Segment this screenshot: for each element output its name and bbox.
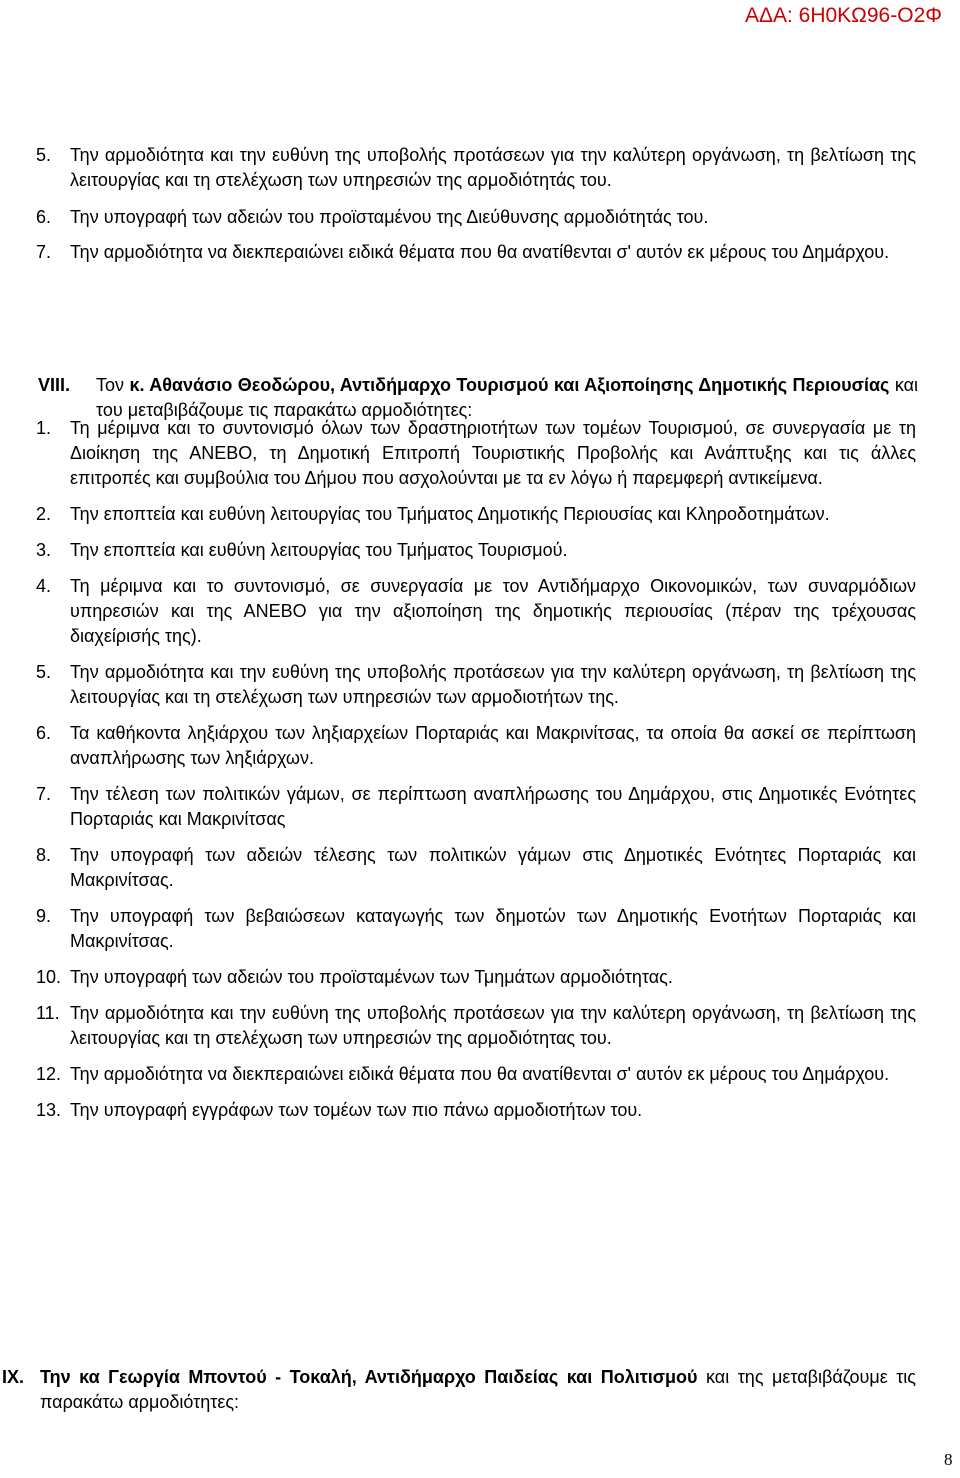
list-item (36, 574, 916, 649)
item-text: Τα καθήκοντα ληξιάρχου των ληξιαρχείων Πορταριάς και Μακρινίτσας, τα οποία θα ασκεί σε περίπτωση αναπλήρωσης των ληξιάρχων. (70, 723, 916, 768)
list-item (36, 1001, 916, 1051)
list-item (36, 205, 916, 230)
item-number: 6. (36, 723, 52, 743)
section-prefix: Τον (96, 375, 125, 395)
page-number: 8 (944, 1450, 953, 1469)
list-item (36, 143, 916, 193)
list-item (36, 721, 916, 771)
item-number: 4. (36, 576, 52, 596)
list-item (36, 1098, 916, 1123)
item-number: 7. (36, 242, 52, 262)
item-text: Την εποπτεία και ευθύνη λειτουργίας του Τμήματος Τουρισμού. (70, 540, 568, 560)
item-text: Την υπογραφή εγγράφων των τομέων των πιο πάνω αρμοδιοτήτων του. (70, 1100, 643, 1120)
ada-code: ΑΔΑ: 6Η0ΚΩ96-Ο2Φ (744, 4, 942, 27)
section-label: VIII. (38, 375, 71, 395)
item-number: 5. (36, 662, 52, 682)
item-number: 11. (36, 1003, 60, 1023)
item-text: Την υπογραφή των αδειών τέλεσης των πολιτικών γάμων στις Δημοτικές Ενότητες Πορταριάς και Μακρινίτσας. (70, 845, 916, 890)
item-text: Την υπογραφή των αδειών του προϊσταμένων των Τμημάτων αρμοδιότητας. (70, 967, 673, 987)
item-number: 2. (36, 504, 52, 524)
item-number: 3. (36, 540, 52, 560)
item-number: 9. (36, 906, 52, 926)
list-item (36, 965, 916, 990)
item-number: 5. (36, 145, 52, 165)
section-intro (40, 1365, 916, 1415)
item-text: Την υπογραφή των αδειών του προϊσταμένου της Διεύθυνσης αρμοδιότητάς του. (70, 207, 709, 227)
list-item (36, 240, 916, 265)
item-text: Την αρμοδιότητα και την ευθύνη της υποβολής προτάσεων για την καλύτερη οργάνωση, τη βελτίωση της λειτουργίας και τη στελέχωση των υπηρεσιών της αρμοδιότητάς του. (70, 145, 916, 190)
item-number: 12. (36, 1064, 62, 1084)
item-number: 1. (36, 418, 52, 438)
section-rest: και της μεταβιβάζουμε τις παρακάτω αρμοδιότητες: (40, 1367, 916, 1412)
item-number: 8. (36, 845, 52, 865)
item-text: Την αρμοδιότητα να διεκπεραιώνει ειδικά θέματα που θα ανατίθενται σ' αυτόν εκ μέρους του Δημάρχου. (70, 1064, 890, 1084)
item-number: 7. (36, 784, 52, 804)
item-text: Την αρμοδιότητα και την ευθύνη της υποβολής προτάσεων για την καλύτερη οργάνωση, τη βελτίωση της λειτουργίας και τη στελέχωση των υπηρεσιών της αρμοδιότητας του. (70, 1003, 916, 1048)
list-item (36, 843, 916, 893)
list-item (36, 502, 916, 527)
item-text: Την τέλεση των πολιτικών γάμων, σε περίπτωση αναπλήρωσης του Δημάρχου, στις Δημοτικές Ενότητες Πορταριάς και Μακρινίτσας (70, 784, 916, 829)
list-item (36, 1062, 916, 1087)
section-label: IX. (2, 1367, 25, 1387)
section-rest: και του μεταβιβάζουμε τις παρακάτω αρμοδιότητες: (96, 375, 918, 420)
item-number: 10. (36, 967, 62, 987)
list-item (36, 660, 916, 710)
list-item (36, 538, 916, 563)
item-number: 13. (36, 1100, 62, 1120)
item-number: 6. (36, 207, 52, 227)
section-ix-heading (2, 1365, 916, 1415)
section-person: Την κα Γεωργία Μποντού - Τοκαλή, Αντιδήμαρχο Παιδείας και Πολιτισμού (40, 1367, 698, 1387)
list-item (36, 904, 916, 954)
section-viii-list (36, 416, 916, 1134)
item-text: Τη μέριμνα και το συντονισμό, σε συνεργασία με τον Αντιδήμαρχο Οικονομικών, των συναρμόδιων υπηρεσιών και της ΑΝΕΒΟ για την αξιοποίηση της δημοτικής περιουσίας (πέραν της τρέχουσας διαχείρισής της). (70, 576, 916, 646)
item-text: Την αρμοδιότητα και την ευθύνη της υποβολής προτάσεων για την καλύτερη οργάνωση, τη βελτίωση της λειτουργίας και τη στελέχωση των υπηρεσιών των αρμοδιοτήτων της. (70, 662, 916, 707)
item-text: Την υπογραφή των βεβαιώσεων καταγωγής των δημοτών των Δημοτικής Ενοτήτων Πορταριάς και Μακρινίτσας. (70, 906, 916, 951)
item-text: Τη μέριμνα και το συντονισμό όλων των δραστηριοτήτων των τομέων Τουρισμού, σε συνεργασία με τη Διοίκηση της ΑΝΕΒΟ, τη Δημοτική Επιτροπή Τουριστικής Προβολής και Ανάπτυξης και τις άλλες επιτροπές και συμβούλια του Δήμου που ασχολούνται με τα εν λόγω ή παρεμφερή αντικείμενα. (70, 418, 916, 488)
item-text: Την αρμοδιότητα να διεκπεραιώνει ειδικά θέματα που θα ανατίθενται σ' αυτόν εκ μέρους του Δημάρχου. (70, 242, 890, 262)
list-item (36, 782, 916, 832)
item-text: Την εποπτεία και ευθύνη λειτουργίας του Τμήματος Δημοτικής Περιουσίας και Κληροδοτημάτων. (70, 504, 830, 524)
top-list (36, 143, 916, 265)
list-item (36, 416, 916, 491)
section-person: κ. Αθανάσιο Θεοδώρου, Αντιδήμαρχο Τουρισμού και Αξιοποίησης Δημοτικής Περιουσίας (129, 375, 890, 395)
